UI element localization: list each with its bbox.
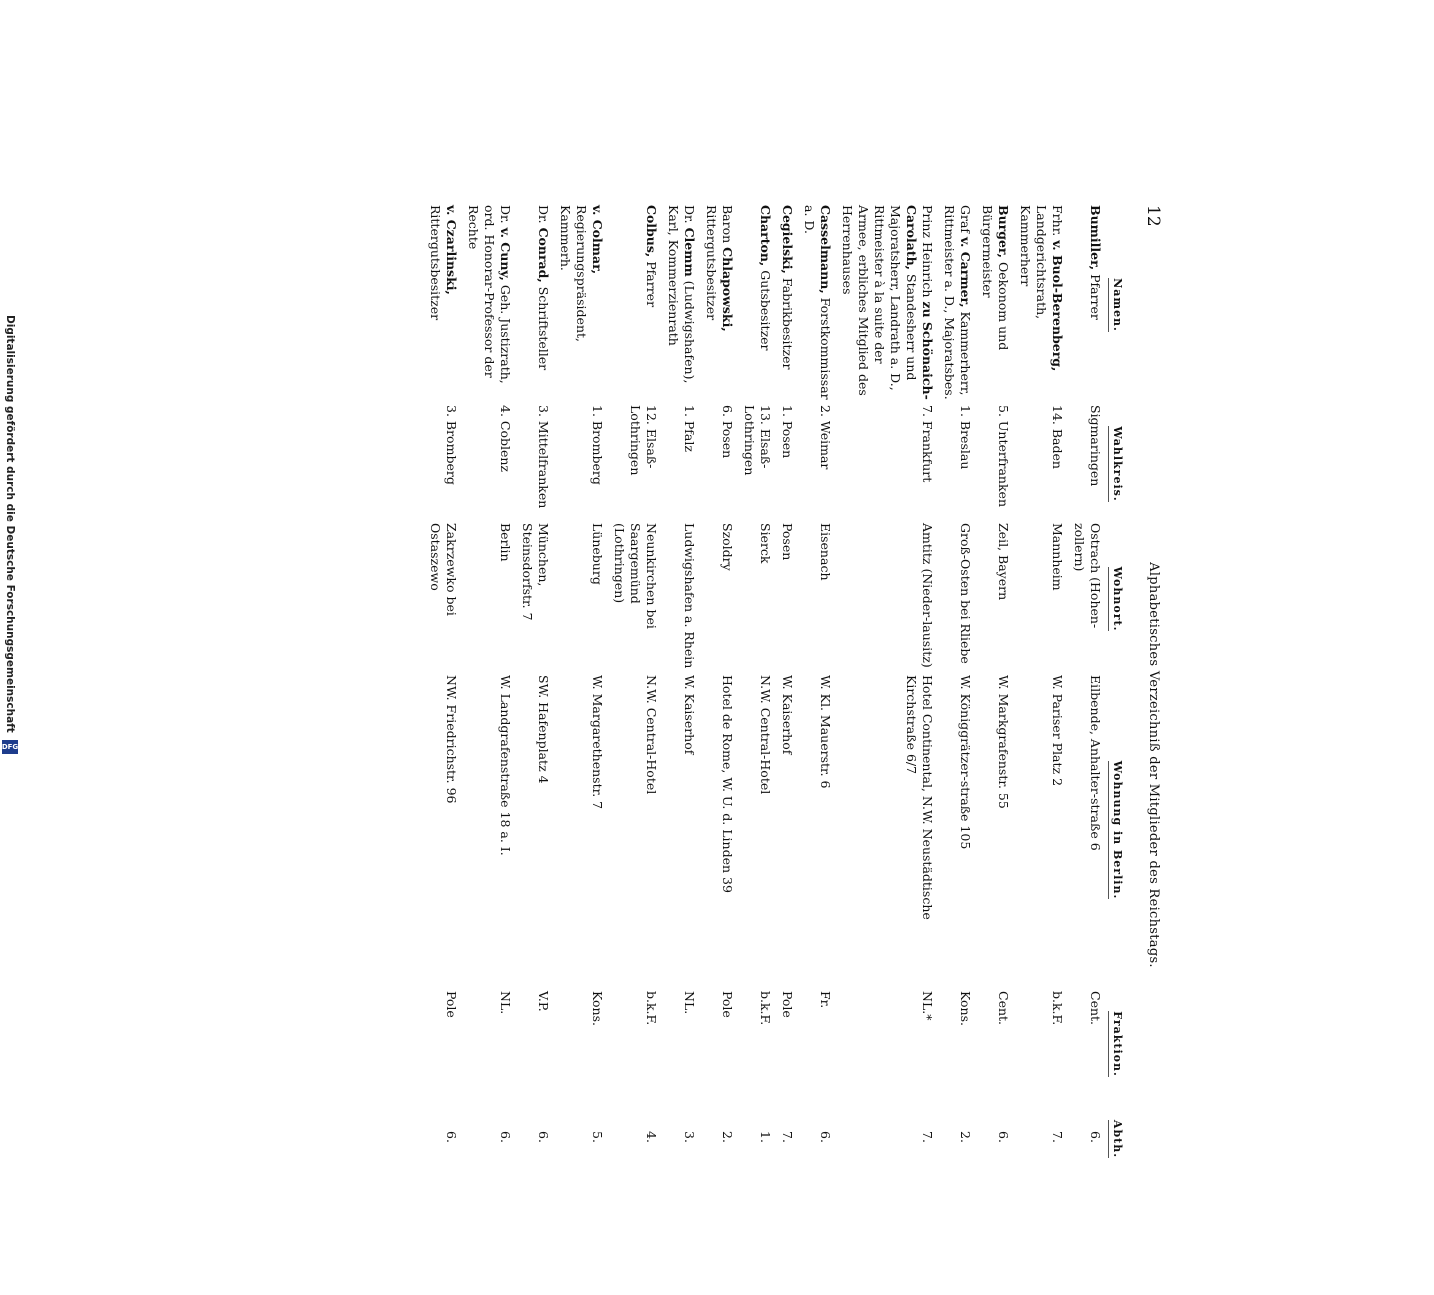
member-fraktion: NL. — [498, 991, 513, 1015]
table-row — [1011, 205, 1065, 1175]
member-abtheilung: 3. — [682, 1131, 697, 1143]
member-abtheilung: 2. — [720, 1131, 735, 1143]
member-wahlkreis: 1. Posen — [780, 405, 795, 459]
member-name: Dr. Conrad, Schriftsteller — [536, 205, 551, 371]
member-wohnung: W. Kaiserhof — [780, 675, 795, 755]
member-name: Frhr. v. Buol-Berenberg, Landgerichtsrath, Kammerherr — [1018, 205, 1065, 372]
table-row — [795, 205, 833, 1175]
member-wahlkreis: 3. Bromberg — [444, 405, 459, 485]
member-abtheilung: 7. — [1050, 1131, 1065, 1143]
col-abtheilung: Abth. — [1103, 1103, 1125, 1175]
dfg-logo-icon: DFG — [2, 740, 18, 754]
member-abtheilung: 7. — [920, 1131, 935, 1143]
member-wohnort: Ostrach (Hohen-zollern) — [1072, 523, 1103, 629]
member-wohnort: Eisenach — [818, 523, 833, 581]
member-abtheilung: 6. — [498, 1131, 513, 1143]
col-fraktion: Fraktion. — [1103, 985, 1125, 1103]
member-wohnort: Berlin — [498, 523, 513, 562]
table-row — [735, 205, 773, 1175]
member-fraktion: Pole — [720, 991, 735, 1018]
member-wohnort: Neunkirchen bei Saargemünd (Lothringen) — [612, 523, 659, 629]
member-wahlkreis: 12. Elsaß-Lothringen — [628, 405, 659, 476]
member-abtheilung: 7. — [780, 1131, 795, 1143]
funding-credit — [1, 315, 19, 1295]
col-wahlkreis: Wahlkreis. — [1103, 405, 1125, 523]
member-wohnort: Posen — [780, 523, 795, 561]
member-wohnort: München, Steinsdorfstr. 7 — [520, 523, 551, 621]
member-wohnort: Szoldry — [720, 523, 735, 571]
member-wohnort: Mannheim — [1050, 523, 1065, 591]
member-name: Baron Chlapowski, Rittergutsbesitzer — [704, 205, 735, 332]
member-name: v. Czarlinski, Rittergutsbesitzer — [428, 205, 459, 321]
member-fraktion: Cent. — [1088, 991, 1103, 1026]
member-name: Prinz Heinrich zu Schönaich-Carolath, Standesherr und Majoratsherr, Landrath a. D., Rittmeister à la suite der Armee, erbliches Mitglied des Herrenhauses — [840, 205, 935, 400]
member-wohnung: SW. Hafenplatz 4 — [536, 675, 551, 784]
register-page — [428, 175, 1167, 1175]
member-fraktion: Cent. — [996, 991, 1011, 1026]
member-abtheilung: 6. — [444, 1131, 459, 1143]
member-wohnort: Zeil, Bayern — [996, 523, 1011, 601]
member-fraktion: Kons. — [590, 991, 605, 1026]
member-wahlkreis: 13. Elsaß-Lothringen — [742, 405, 773, 476]
member-abtheilung: 6. — [818, 1131, 833, 1143]
member-wahlkreis: 2. Weimar — [818, 405, 833, 470]
member-abtheilung: 6. — [996, 1131, 1011, 1143]
member-fraktion: b.k.F. — [644, 991, 659, 1026]
member-wohnort: Sierck — [758, 523, 773, 564]
member-fraktion: b.k.F. — [1050, 991, 1065, 1026]
member-name: Dr. v. Cuny, Geh. Justizrath, ord. Honorar-Professor der Rechte — [466, 205, 513, 384]
member-name: v. Colmar, Regierungspräsident, Kammerh. — [558, 205, 605, 342]
table-row — [551, 205, 605, 1175]
member-fraktion: V.P. — [536, 991, 551, 1012]
member-rows — [421, 205, 1103, 1175]
member-wahlkreis: 1. Breslau — [958, 405, 973, 470]
member-wohnung: NW. Friedrichstr. 96 — [444, 675, 459, 804]
member-wahlkreis: 3. Mittelfranken — [536, 405, 551, 509]
member-name: Casselmann, Forstkommissar a. D. — [802, 205, 833, 400]
member-wohnort: Zakrzewko bei Ostaszewo — [428, 523, 459, 616]
col-name: Namen. — [1103, 205, 1125, 405]
member-fraktion: Kons. — [958, 991, 973, 1026]
table-row — [773, 205, 795, 1175]
member-fraktion: NL.* — [920, 991, 935, 1021]
table-row — [659, 205, 697, 1175]
page-header — [1137, 205, 1163, 1175]
member-abtheilung: 2. — [958, 1131, 973, 1143]
member-abtheilung: 4. — [644, 1131, 659, 1143]
member-wohnung: W. Markgrafenstr. 55 — [996, 675, 1011, 809]
member-name: Graf v. Carmer, Kammerherr, Rittmeister a. D., Majoratsbes. — [942, 205, 973, 400]
member-name: Dr. Clemm (Ludwigshafen), Karl, Kommerzienrath — [666, 205, 697, 384]
member-name: Cegielski, Fabrikbesitzer — [780, 205, 795, 370]
member-wahlkreis: 7. Frankfurt — [920, 405, 935, 483]
table-row — [421, 205, 459, 1175]
member-wahlkreis: 6. Posen — [720, 405, 735, 459]
member-abtheilung: 6. — [1088, 1131, 1103, 1143]
member-fraktion: Pole — [444, 991, 459, 1018]
member-wahlkreis: 14. Baden — [1050, 405, 1065, 469]
member-wohnung: Hotel de Rome, W. U. d. Linden 39 — [720, 675, 735, 893]
page-number: 12 — [1143, 205, 1163, 227]
member-name: Charton, Gutsbesitzer — [758, 205, 773, 351]
member-name: Colbus, Pfarrer — [644, 205, 659, 308]
table-row — [459, 205, 513, 1175]
running-title: Alphabetisches Verzeichniß der Mitglieder des Reichstags. — [1146, 562, 1161, 968]
member-fraktion: NL. — [682, 991, 697, 1015]
member-wohnung: N.W. Central-Hotel — [758, 675, 773, 795]
member-wahlkreis: 1. Bromberg — [590, 405, 605, 485]
member-abtheilung: 5. — [590, 1131, 605, 1143]
member-abtheilung: 1. — [758, 1131, 773, 1143]
credit-text: Digitalisierung gefördert durch die Deutsche Forschungsgemeinschaft — [4, 315, 16, 733]
table-row — [935, 205, 973, 1175]
member-wohnung: W. Kl. Mauerstr. 6 — [818, 675, 833, 789]
member-wohnung: Hotel Continental, N.W. Neustädtische Kirchstraße 6/7 — [904, 675, 935, 920]
member-fraktion: Fr. — [818, 991, 833, 1009]
member-wahlkreis: 1. Pfalz — [682, 405, 697, 452]
member-fraktion: b.k.F. — [758, 991, 773, 1026]
col-wohnort: Wohnort. — [1103, 523, 1125, 675]
member-wohnung: W. Margarethenstr. 7 — [590, 675, 605, 810]
table-row — [513, 205, 551, 1175]
column-header-row — [1103, 205, 1125, 1175]
member-wohnung: Eilbende, Anhalter-straße 6 — [1088, 675, 1103, 851]
member-wohnort: Amtitz (Nieder-lausitz) — [920, 523, 935, 668]
member-table — [421, 205, 1125, 1175]
member-wahlkreis: 5. Unterfranken — [996, 405, 1011, 508]
table-row — [833, 205, 935, 1175]
member-wohnung: N.W. Central-Hotel — [644, 675, 659, 795]
col-wohnung: Wohnung in Berlin. — [1103, 675, 1125, 985]
member-wohnung: W. Kaiserhof — [682, 675, 697, 755]
table-row — [973, 205, 1011, 1175]
member-wahlkreis: 4. Coblenz — [498, 405, 513, 473]
member-wohnort: Lüneburg — [590, 523, 605, 585]
member-wohnung: W. Königgrätzer-straße 105 — [958, 675, 973, 850]
member-name: Bumiller, Pfarrer — [1088, 205, 1103, 320]
table-row — [605, 205, 659, 1175]
member-wohnort: Groß-Osten bei Rliebe — [958, 523, 973, 664]
member-wohnung: W. Pariser Platz 2 — [1050, 675, 1065, 787]
member-abtheilung: 6. — [536, 1131, 551, 1143]
member-name: Burger, Oekonom und Bürgermeister — [980, 205, 1011, 351]
member-wahlkreis: Sigmaringen — [1088, 405, 1103, 487]
member-wohnung: W. Landgrafenstraße 18 a. I. — [498, 675, 513, 856]
table-row — [1065, 205, 1103, 1175]
member-wohnort: Ludwigshafen a. Rhein — [682, 523, 697, 669]
table-row — [697, 205, 735, 1175]
member-fraktion: Pole — [780, 991, 795, 1018]
